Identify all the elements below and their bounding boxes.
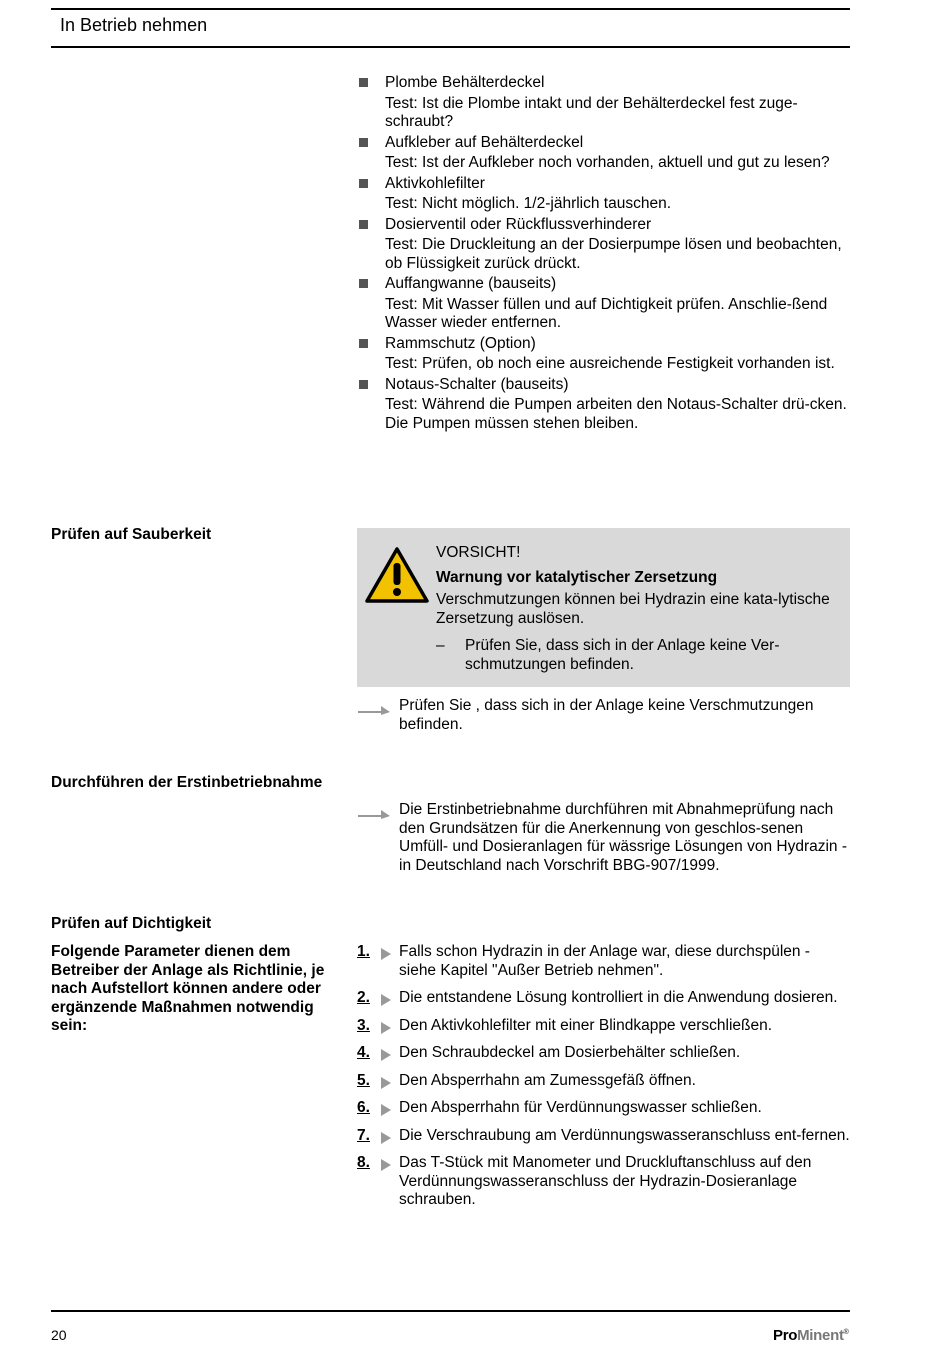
numbered-step <box>357 1099 850 1118</box>
numbered-step <box>357 1017 850 1036</box>
numbered-step <box>357 1127 850 1146</box>
step-number: 6. <box>357 1099 370 1116</box>
warning-dash-text: Prüfen Sie, dass sich in der Anlage keine Ver-schmutzungen befinden. <box>465 637 780 673</box>
step-arrow-icon <box>381 1132 391 1144</box>
numbered-step <box>357 1044 850 1063</box>
numbered-step <box>357 989 850 1008</box>
warning-box <box>357 528 850 687</box>
list-item <box>357 275 850 333</box>
bullet-square-icon <box>359 339 368 348</box>
page-header-title: In Betrieb nehmen <box>60 15 208 35</box>
list-item-test: Test: Mit Wasser füllen und auf Dichtigkeit prüfen. Anschlie-ßend Wasser wieder entfernen. <box>385 295 828 331</box>
numbered-step <box>357 1072 850 1091</box>
page-number: 20 <box>51 1327 67 1343</box>
step-text: Die Verschraubung am Verdünnungswasseranschluss ent-fernen. <box>399 1126 850 1144</box>
bullet-square-icon <box>359 179 368 188</box>
dash-bullet: – <box>436 637 445 654</box>
bullet-square-icon <box>359 220 368 229</box>
header-top-rule <box>51 8 850 10</box>
numbered-step <box>357 943 850 980</box>
list-item <box>357 376 850 434</box>
list-item-title: Plombe Behälterdeckel <box>385 74 545 91</box>
list-item <box>357 335 850 374</box>
list-item-title: Auffangwanne (bauseits) <box>385 275 557 292</box>
warning-triangle-icon <box>365 547 429 603</box>
step-number: 8. <box>357 1154 370 1171</box>
action-text: Prüfen Sie , dass sich in der Anlage keine Verschmutzungen befinden. <box>399 697 814 733</box>
bullet-square-icon <box>359 138 368 147</box>
header-bottom-rule <box>51 46 850 48</box>
warning-text <box>436 544 836 674</box>
footer-rule <box>51 1310 850 1312</box>
side-note: Folgende Parameter dienen dem Betreiber der Anlage als Richtlinie, je nach Aufstellort können andere oder ergänzende Maßnahmen notwendig sein: <box>51 943 325 1034</box>
warning-subheading: Warnung vor katalytischer Zersetzung <box>436 568 718 586</box>
step-text: Das T-Stück mit Manometer und Druckluftanschluss auf den Verdünnungswasseranschluss der Hydrazin-Dosieranlage schrauben. <box>399 1154 812 1208</box>
list-item-title: Dosierventil oder Rückflussverhinderer <box>385 215 652 233</box>
step-number: 1. <box>357 943 370 960</box>
section-label-erstinbetriebnahme: Durchführen der Erstinbetriebnahme <box>51 774 323 791</box>
list-item-title: Aufkleber auf Behälterdeckel <box>385 133 584 151</box>
list-item-test: Test: Nicht möglich. 1/2-jährlich tauschen. <box>385 195 672 212</box>
step-arrow-icon <box>381 948 391 960</box>
warning-heading: VORSICHT! <box>436 544 521 561</box>
list-item <box>357 134 850 173</box>
logo-mark: ® <box>843 1329 849 1336</box>
section-label-dichtigkeit: Prüfen auf Dichtigkeit <box>51 915 212 932</box>
list-item-title: Aktivkohlefilter <box>385 174 485 192</box>
list-item-title: Rammschutz (Option) <box>385 334 536 352</box>
step-text: Die entstandene Lösung kontrolliert in die Anwendung dosieren. <box>399 989 838 1006</box>
list-item-test: Test: Ist die Plombe intakt und der Behälterdeckel fest zuge-schraubt? <box>385 94 798 130</box>
step-arrow-icon <box>381 1049 391 1061</box>
list-item <box>357 74 850 132</box>
step-number: 2. <box>357 989 370 1006</box>
numbered-step <box>357 1154 850 1210</box>
step-text: Den Aktivkohlefilter mit einer Blindkappe verschließen. <box>399 1016 773 1034</box>
list-item <box>357 175 850 214</box>
step-arrow-icon <box>381 994 391 1006</box>
action-arrow-icon <box>357 807 391 819</box>
list-item-test: Test: Prüfen, ob noch eine ausreichende Festigkeit vorhanden ist. <box>385 355 835 372</box>
step-number: 5. <box>357 1071 370 1089</box>
bullet-square-icon <box>359 78 368 87</box>
step-text: Den Absperrhahn für Verdünnungswasser schließen. <box>399 1099 762 1116</box>
action-text: Die Erstinbetriebnahme durchführen mit Abnahmeprüfung nach den Grundsätzen für die Anerkennung von geschlos-senen Umfüll- und Dosieranlagen für wässrige Lösungen von Hydrazin - in Deutschland nach Vorschrift BBG-907/1999. <box>399 801 848 874</box>
step-number: 7. <box>357 1126 370 1144</box>
step-text: Den Absperrhahn am Zumessgefäß öffnen. <box>399 1071 696 1089</box>
step-arrow-icon <box>381 1022 391 1034</box>
step-arrow-icon <box>381 1077 391 1089</box>
step-text: Den Schraubdeckel am Dosierbehälter schließen. <box>399 1044 741 1061</box>
step-text: Falls schon Hydrazin in der Anlage war, diese durchspülen - siehe Kapitel "Außer Betrieb nehmen". <box>399 943 810 979</box>
checklist <box>357 74 850 435</box>
prominent-logo <box>773 1327 849 1344</box>
bullet-square-icon <box>359 279 368 288</box>
bullet-square-icon <box>359 380 368 389</box>
logo-part1: Pro <box>773 1327 798 1344</box>
list-item <box>357 216 850 274</box>
step-arrow-icon <box>381 1104 391 1116</box>
section-label-sauberkeit: Prüfen auf Sauberkeit <box>51 526 212 543</box>
action-step <box>357 697 850 734</box>
numbered-steps <box>357 943 850 1219</box>
list-item-test: Test: Während die Pumpen arbeiten den Notaus-Schalter drü-cken. Die Pumpen müssen stehen bleiben. <box>385 396 847 432</box>
step-arrow-icon <box>381 1159 391 1171</box>
warning-dash-item <box>436 637 836 674</box>
action-step <box>357 801 850 875</box>
step-number: 4. <box>357 1044 370 1061</box>
logo-part2: Minent <box>797 1327 844 1344</box>
list-item-test: Test: Ist der Aufkleber noch vorhanden, aktuell und gut zu lesen? <box>385 154 830 171</box>
warning-body: Verschmutzungen können bei Hydrazin eine kata-lytische Zersetzung auslösen. <box>436 591 830 627</box>
step-number: 3. <box>357 1016 370 1034</box>
list-item-test: Test: Die Druckleitung an der Dosierpumpe lösen und beobachten, ob Flüssigkeit zurück drückt. <box>385 236 842 272</box>
list-item-title: Notaus-Schalter (bauseits) <box>385 375 569 393</box>
action-arrow-icon <box>357 703 391 715</box>
